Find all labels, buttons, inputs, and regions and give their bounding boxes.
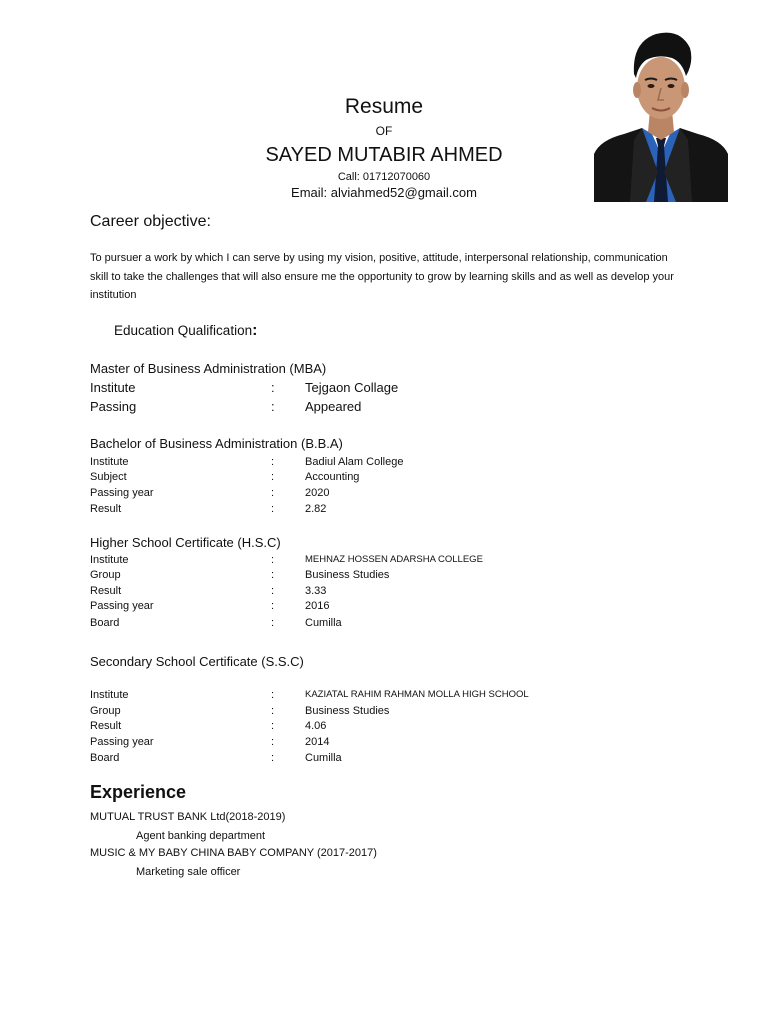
row-label: Institute [90,456,129,468]
ssc-row-board [90,751,690,765]
bba-row-institute [90,455,690,469]
email-address: Email: alviahmed52@gmail.com [291,185,477,200]
row-label: Institute [90,554,129,566]
row-label: Result [90,720,122,732]
row-value: KAZIATAL RAHIM RAHMAN MOLLA HIGH SCHOOL [305,689,529,700]
row-separator: : [271,705,275,717]
row-separator: : [271,487,275,499]
hsc-row-passing-year [90,599,690,613]
row-label: Passing [90,399,137,414]
mba-row-institute [90,379,690,396]
phone-number: Call: 01712070060 [337,171,431,183]
hsc-row-group [90,568,690,582]
row-separator: : [271,503,275,515]
row-value: 3.33 [305,585,327,597]
row-label: Board [90,752,120,764]
bba-row-passing-year [90,486,690,500]
experience-role: Agent banking department [136,830,266,842]
row-value: Accounting [305,471,360,483]
row-value: Cumilla [305,617,342,629]
row-separator: : [271,720,275,732]
candidate-name: SAYED MUTABIR AHMED [265,144,503,166]
row-value: 2014 [305,736,330,748]
row-label: Institute [90,380,136,395]
row-separator: : [271,736,275,748]
row-label: Group [90,705,121,717]
row-value: Badiul Alam College [305,456,404,468]
experience-role: Marketing sale officer [136,866,241,878]
row-separator: : [271,600,275,612]
experience-company: MUTUAL TRUST BANK Ltd(2018-2019) [90,811,286,823]
row-value: 2.82 [305,503,327,515]
row-separator: : [271,752,275,764]
row-label: Passing year [90,736,154,748]
ssc-row-passing-year [90,735,690,749]
row-separator: : [271,569,275,581]
education-heading-label: Education Qualification [114,323,253,338]
ssc-row-institute [90,688,690,702]
experience-company: MUSIC & MY BABY CHINA BABY COMPANY (2017-2017) [90,847,377,859]
row-separator: : [271,456,275,468]
education-heading-colon: : [252,322,258,339]
row-label: Board [90,617,120,629]
bba-row-result [90,502,690,516]
mba-title: Master of Business Administration (MBA) [90,361,327,376]
row-value: Business Studies [305,705,390,717]
experience-heading: Experience [90,782,187,802]
row-separator: : [271,399,275,414]
row-value: Appeared [305,399,362,414]
resume-title: Resume [344,95,424,118]
profile-photo [594,22,728,202]
hsc-row-institute [90,553,690,567]
row-value: 2016 [305,600,330,612]
row-separator: : [271,554,275,566]
row-label: Result [90,503,122,515]
hsc-row-board [90,616,690,630]
hsc-title: Higher School Certificate (H.S.C) [90,535,281,550]
row-value: Tejgaon Collage [305,380,399,395]
hsc-row-result [90,584,690,598]
row-value: 4.06 [305,720,327,732]
row-label: Institute [90,689,129,701]
row-label: Passing year [90,487,154,499]
career-objective-heading: Career objective: [90,213,211,230]
bba-title: Bachelor of Business Administration (B.B.A) [90,436,343,451]
person-portrait-icon [594,22,728,202]
ssc-title: Secondary School Certificate (S.S.C) [90,654,304,669]
education-heading [114,322,257,340]
row-separator: : [271,380,275,395]
row-separator: : [271,471,275,483]
row-value: Business Studies [305,569,390,581]
ssc-row-result [90,719,690,733]
resume-of: OF [375,124,393,138]
row-label: Subject [90,471,127,483]
row-label: Result [90,585,122,597]
row-label: Group [90,569,121,581]
row-value: Cumilla [305,752,342,764]
ssc-row-group [90,704,690,718]
row-separator: : [271,617,275,629]
row-separator: : [271,689,275,701]
bba-row-subject [90,470,690,484]
career-objective-text: To pursuer a work by which I can serve by using my vision, positive, attitude, interpersonal relationship, communication skill to take the challenges that will also ensure me the opportunity to grow by learning skills and as well as develop your institution [90,252,674,301]
mba-row-passing [90,398,690,415]
row-label: Passing year [90,600,154,612]
row-separator: : [271,585,275,597]
row-value: 2020 [305,487,330,499]
row-value: MEHNAZ HOSSEN ADARSHA COLLEGE [305,554,483,565]
